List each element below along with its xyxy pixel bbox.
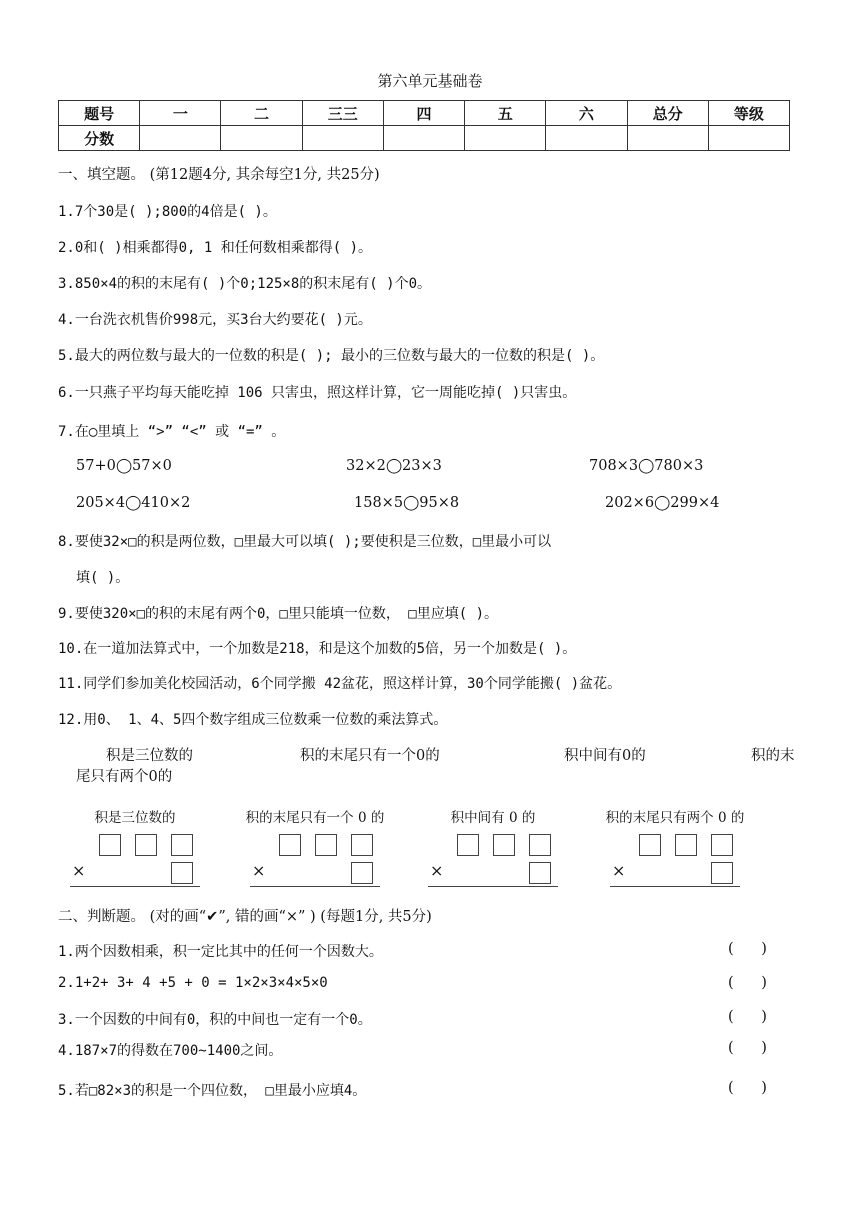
score-input-cell[interactable]	[383, 126, 464, 151]
score-input-cell[interactable]	[302, 126, 383, 151]
judge-item-1: 1.两个因数相乘，积一定比其中的任何一个因数大。	[58, 944, 383, 960]
question-6: 6.一只燕子平均每天能吃掉 106 只害虫，照这样计算，它一周能吃掉( )只害虫。	[58, 385, 577, 401]
q12-label-continued: 尾只有两个0的	[76, 769, 173, 785]
score-cell: 六	[546, 101, 627, 126]
score-input-cell[interactable]	[708, 126, 789, 151]
score-input-cell[interactable]	[221, 126, 302, 151]
score-input-cell[interactable]	[465, 126, 546, 151]
question-3: 3.850×4的积的末尾有( )个0;125×8的积末尾有( )个0。	[58, 276, 432, 292]
q12-label: 积的末尾只有一个0的	[300, 748, 440, 764]
digit-box[interactable]	[135, 834, 157, 856]
judge-item-5: 5.若□82×3的积是一个四位数， □里最小应填4。	[58, 1083, 367, 1099]
question-5: 5.最大的两位数与最大的一位数的积是( ); 最小的三位数与最大的一位数的积是( )。	[58, 348, 605, 364]
question-7: 7.在◯里填上 “>” “<” 或 “=” 。	[58, 424, 286, 440]
underline	[250, 886, 380, 887]
underline	[610, 886, 740, 887]
multiplication-box-group	[245, 806, 385, 886]
compare-item: 708×3◯780×3	[589, 458, 704, 474]
q12-label: 积中间有0的	[564, 748, 646, 764]
question-9: 9.要使320×□的积的末尾有两个0，□里只能填一位数， □里应填( )。	[58, 606, 499, 622]
box-caption: 积的末尾只有两个 0 的	[605, 810, 745, 826]
multiplication-box-group	[605, 806, 745, 886]
compare-item: 57+0◯57×0	[76, 458, 172, 474]
compare-item: 202×6◯299×4	[605, 495, 720, 511]
page-title: 第六单元基础卷	[377, 72, 483, 90]
digit-box[interactable]	[315, 834, 337, 856]
score-table	[58, 100, 790, 151]
digit-box[interactable]	[279, 834, 301, 856]
question-11: 11.同学们参加美化校园活动，6个同学搬 42盆花，照这样计算，30个同学能搬( )盆花。	[58, 676, 622, 692]
digit-box[interactable]	[529, 834, 551, 856]
score-cell: 五	[465, 101, 546, 126]
digit-box[interactable]	[351, 834, 373, 856]
digit-box[interactable]	[171, 862, 193, 884]
score-cell: 题号	[59, 101, 140, 126]
compare-item: 32×2◯23×3	[346, 458, 442, 474]
question-1: 1.7个30是( );800的4倍是( )。	[58, 204, 277, 220]
score-cell: 分数	[59, 126, 140, 151]
judge-item-2: 2.1+2+ 3+ 4 +5 + 0 = 1×2×3×4×5×0	[58, 975, 328, 991]
score-table-header-row	[59, 101, 790, 126]
times-sign: ×	[612, 861, 626, 880]
digit-box[interactable]	[675, 834, 697, 856]
answer-paren[interactable]: ( )	[728, 975, 767, 991]
digit-box[interactable]	[99, 834, 121, 856]
digit-box[interactable]	[711, 862, 733, 884]
score-input-cell[interactable]	[546, 126, 627, 151]
digit-box[interactable]	[171, 834, 193, 856]
multiplication-box-group	[70, 806, 200, 886]
digit-box[interactable]	[529, 862, 551, 884]
score-cell: 一	[140, 101, 221, 126]
times-sign: ×	[252, 861, 266, 880]
question-10: 10.在一道加法算式中，一个加数是218，和是这个加数的5倍，另一个加数是( )。	[58, 641, 577, 657]
times-sign: ×	[430, 861, 444, 880]
multiplication-box-group	[428, 806, 558, 886]
answer-paren[interactable]: ( )	[728, 1040, 767, 1056]
q12-label: 积是三位数的	[106, 748, 193, 764]
answer-paren[interactable]: ( )	[728, 1080, 767, 1096]
box-caption: 积中间有 0 的	[450, 810, 536, 826]
score-input-cell[interactable]	[627, 126, 708, 151]
underline	[70, 886, 200, 887]
box-caption: 积的末尾只有一个 0 的	[245, 810, 385, 826]
section2-heading: 二、判断题。 (对的画“✔”, 错的画“×” ) (每题1分, 共5分)	[58, 909, 432, 925]
score-cell: 三三	[302, 101, 383, 126]
question-8-continued: 填( )。	[76, 570, 130, 586]
underline	[428, 886, 558, 887]
score-input-cell[interactable]	[140, 126, 221, 151]
digit-box[interactable]	[493, 834, 515, 856]
question-2: 2.0和( )相乘都得0, 1 和任何数相乘都得( )。	[58, 240, 373, 256]
digit-box[interactable]	[639, 834, 661, 856]
answer-paren[interactable]: ( )	[728, 941, 767, 957]
judge-item-4: 4.187×7的得数在700~1400之间。	[58, 1043, 283, 1059]
score-cell: 等级	[708, 101, 789, 126]
digit-box[interactable]	[711, 834, 733, 856]
judge-item-3: 3.一个因数的中间有0，积的中间也一定有一个0。	[58, 1012, 372, 1028]
score-cell: 四	[383, 101, 464, 126]
digit-box[interactable]	[351, 862, 373, 884]
box-caption: 积是三位数的	[94, 810, 176, 826]
answer-paren[interactable]: ( )	[728, 1009, 767, 1025]
q12-label: 积的末	[751, 748, 795, 764]
question-4: 4.一台洗衣机售价998元，买3台大约要花( )元。	[58, 312, 372, 328]
score-cell: 二	[221, 101, 302, 126]
compare-item: 205×4◯410×2	[76, 495, 191, 511]
question-8: 8.要使32×□的积是两位数，□里最大可以填( );要使积是三位数，□里最小可以	[58, 534, 552, 550]
compare-item: 158×5◯95×8	[354, 495, 460, 511]
question-12: 12.用0、 1、4、5四个数字组成三位数乘一位数的乘法算式。	[58, 712, 448, 728]
times-sign: ×	[72, 861, 86, 880]
section1-heading: 一、填空题。 (第12题4分, 其余每空1分, 共25分)	[58, 167, 380, 183]
digit-box[interactable]	[457, 834, 479, 856]
score-table-score-row	[59, 126, 790, 151]
score-cell: 总分	[627, 101, 708, 126]
